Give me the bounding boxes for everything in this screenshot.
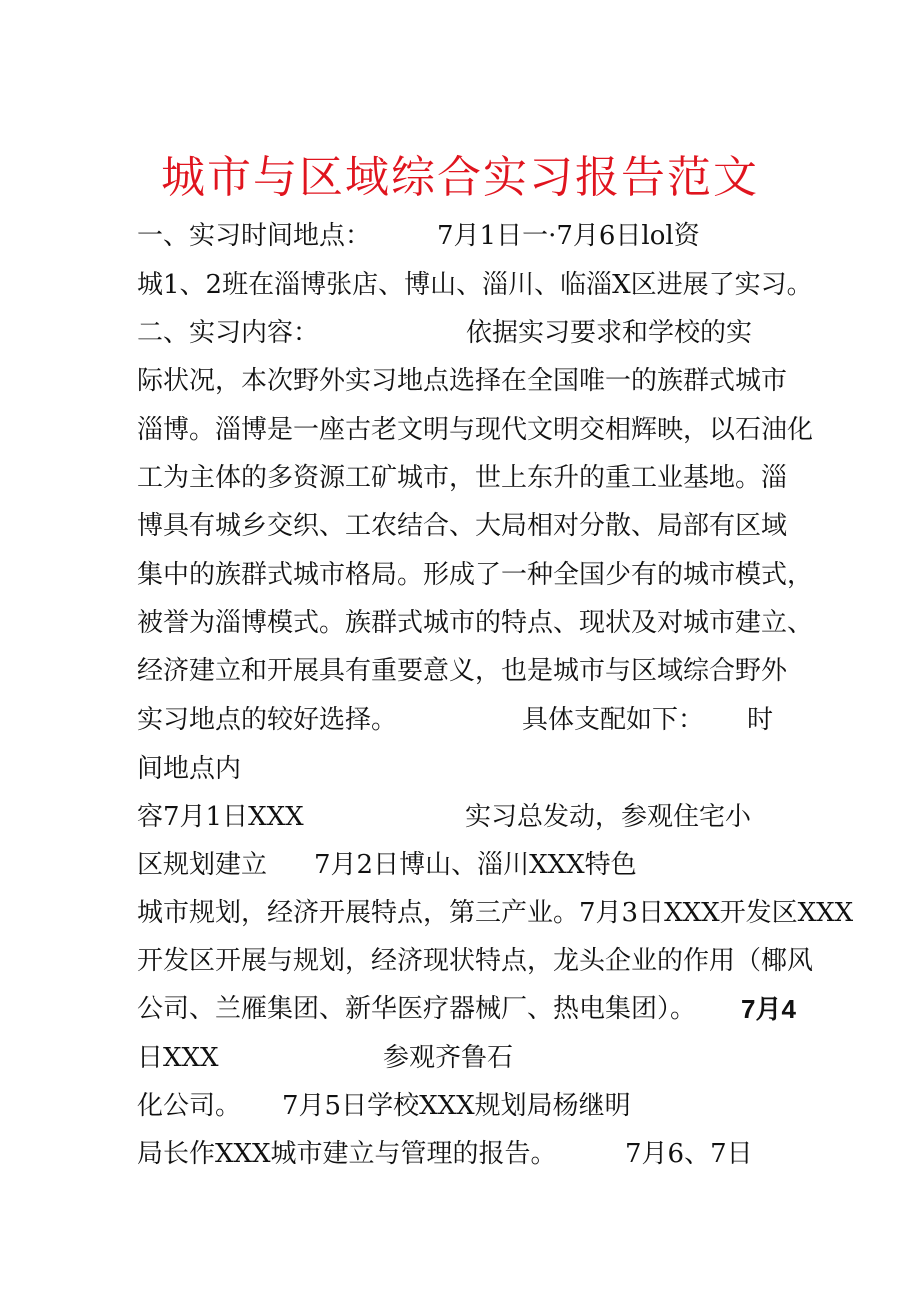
schedule-date-text: 7月5日学校XXX规划局杨继明 (282, 1091, 631, 1121)
paragraph-text: 公司、兰雁集团、新华医疗器械厂、热电集团）。 (137, 994, 697, 1024)
schedule-activity-text: 实习总发动，参观住宅小 (465, 802, 752, 832)
paragraph-text: 实习地点的较好选择。 (137, 705, 398, 735)
paragraph-text: 城市规划，经济开展特点，第三产业。7月3日XXX开发区XXX (137, 898, 854, 928)
table-header-place-content: 间地点内 (137, 754, 242, 784)
schedule-intro-text: 具体支配如下： (522, 705, 705, 735)
paragraph-text: 淄博。淄博是一座古老文明与现代文明交相辉映，以石油化 (137, 415, 814, 445)
date-range-text: 7月1日一·7月6日lol资 (437, 221, 700, 251)
schedule-date-text: 日XXX (137, 1043, 219, 1073)
schedule-date-text: 7月2日博山、淄川XXX特色 (314, 850, 637, 880)
schedule-date-text: 容7月1日XXX (137, 802, 304, 832)
paragraph-text: 被誉为淄博模式。族群式城市的特点、现状及对城市建立、 (137, 608, 814, 638)
schedule-activity-text: 局长作XXX城市建立与管理的报告。 (137, 1139, 557, 1169)
paragraph-text: 际状况，本次野外实习地点选择在全国唯一的族群式城市 (137, 366, 788, 396)
paragraph-text: 城1、2班在淄博张店、博山、淄川、临淄X区进展了实习。 (137, 270, 813, 300)
paragraph-text: 依据实习要求和学校的实 (466, 318, 753, 348)
table-header-time: 时 (747, 705, 774, 735)
schedule-activity-text: 化公司。 (137, 1091, 242, 1121)
schedule-activity-text: 区规划建立 (137, 850, 268, 880)
document-title: 城市与区域综合实习报告范文 (161, 152, 759, 203)
schedule-date-text: 7月4 (741, 994, 796, 1024)
section-heading-time-place: 一、实习时间地点： (137, 221, 372, 251)
paragraph-text: 博具有城乡交织、工农结合、大局相对分散、局部有区域 (137, 511, 788, 541)
schedule-date-text: 7月6、7日 (625, 1139, 753, 1169)
paragraph-text: 开发区开展与规划，经济现状特点，龙头企业的作用（椰风 (137, 946, 814, 976)
schedule-activity-text: 参观齐鲁石 (383, 1043, 514, 1073)
paragraph-text: 经济建立和开展具有重要意义，也是城市与区域综合野外 (137, 656, 788, 686)
section-heading-content: 二、实习内容： (137, 318, 320, 348)
paragraph-text: 集中的族群式城市格局。形成了一种全国少有的城市模式， (137, 560, 814, 590)
paragraph-text: 工为主体的多资源工矿城市，世上东升的重工业基地。淄 (137, 463, 788, 493)
